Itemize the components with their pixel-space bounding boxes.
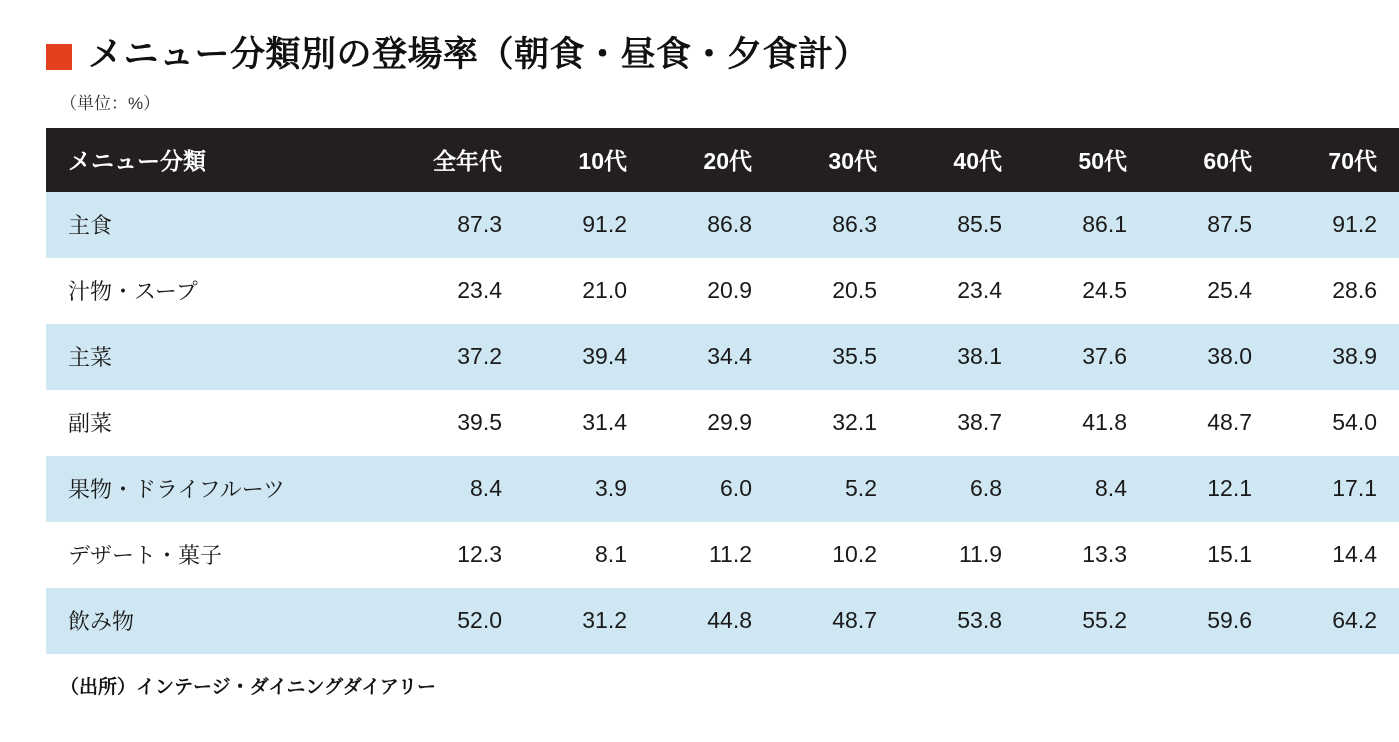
column-header-70s: 70代	[1274, 128, 1399, 192]
cell-value: 11.2	[649, 522, 774, 588]
column-header-60s: 60代	[1149, 128, 1274, 192]
cell-value: 38.1	[899, 324, 1024, 390]
cell-value: 25.4	[1149, 258, 1274, 324]
cell-value: 10.2	[774, 522, 899, 588]
cell-value: 54.0	[1274, 390, 1399, 456]
cell-value: 64.2	[1274, 588, 1399, 654]
cell-value: 6.8	[899, 456, 1024, 522]
column-header-20s: 20代	[649, 128, 774, 192]
cell-value: 85.5	[899, 192, 1024, 258]
table-row	[46, 456, 1399, 522]
row-label: 主食	[46, 192, 399, 258]
column-header-category: メニュー分類	[46, 128, 399, 192]
cell-value: 86.1	[1024, 192, 1149, 258]
cell-value: 87.5	[1149, 192, 1274, 258]
cell-value: 8.4	[1024, 456, 1149, 522]
cell-value: 5.2	[774, 456, 899, 522]
title-marker-square	[46, 44, 72, 70]
cell-value: 12.3	[399, 522, 524, 588]
cell-value: 31.2	[524, 588, 649, 654]
column-header-50s: 50代	[1024, 128, 1149, 192]
cell-value: 29.9	[649, 390, 774, 456]
cell-value: 8.1	[524, 522, 649, 588]
table-body	[46, 192, 1399, 654]
cell-value: 21.0	[524, 258, 649, 324]
table-row	[46, 324, 1399, 390]
source-note: （出所）インテージ・ダイニングダイアリー	[60, 676, 437, 698]
cell-value: 35.5	[774, 324, 899, 390]
cell-value: 23.4	[399, 258, 524, 324]
cell-value: 24.5	[1024, 258, 1149, 324]
table-row	[46, 390, 1399, 456]
menu-appearance-rate-table	[46, 128, 1399, 654]
cell-value: 37.6	[1024, 324, 1149, 390]
cell-value: 14.4	[1274, 522, 1399, 588]
row-label: 副菜	[46, 390, 399, 456]
cell-value: 86.8	[649, 192, 774, 258]
cell-value: 17.1	[1274, 456, 1399, 522]
cell-value: 32.1	[774, 390, 899, 456]
cell-value: 59.6	[1149, 588, 1274, 654]
column-header-all-ages: 全年代	[399, 128, 524, 192]
cell-value: 37.2	[399, 324, 524, 390]
cell-value: 15.1	[1149, 522, 1274, 588]
cell-value: 91.2	[1274, 192, 1399, 258]
cell-value: 52.0	[399, 588, 524, 654]
table-row	[46, 258, 1399, 324]
cell-value: 3.9	[524, 456, 649, 522]
cell-value: 87.3	[399, 192, 524, 258]
cell-value: 55.2	[1024, 588, 1149, 654]
cell-value: 20.9	[649, 258, 774, 324]
table-row	[46, 192, 1399, 258]
cell-value: 23.4	[899, 258, 1024, 324]
page-title: メニュー分類別の登場率（朝食・昼食・夕食計）	[88, 35, 870, 74]
row-label: 汁物・スープ	[46, 258, 399, 324]
cell-value: 38.0	[1149, 324, 1274, 390]
row-label: 主菜	[46, 324, 399, 390]
cell-value: 48.7	[1149, 390, 1274, 456]
table-row	[46, 588, 1399, 654]
cell-value: 38.9	[1274, 324, 1399, 390]
chart-title-row	[46, 36, 1094, 75]
cell-value: 39.5	[399, 390, 524, 456]
cell-value: 39.4	[524, 324, 649, 390]
table-header	[46, 128, 1399, 192]
cell-value: 8.4	[399, 456, 524, 522]
table-header-row	[46, 128, 1399, 192]
cell-value: 28.6	[1274, 258, 1399, 324]
cell-value: 11.9	[899, 522, 1024, 588]
row-label: 果物・ドライフルーツ	[46, 456, 399, 522]
row-label: デザート・菓子	[46, 522, 399, 588]
cell-value: 48.7	[774, 588, 899, 654]
cell-value: 20.5	[774, 258, 899, 324]
column-header-30s: 30代	[774, 128, 899, 192]
cell-value: 41.8	[1024, 390, 1149, 456]
row-label: 飲み物	[46, 588, 399, 654]
column-header-10s: 10代	[524, 128, 649, 192]
table-row	[46, 522, 1399, 588]
cell-value: 91.2	[524, 192, 649, 258]
cell-value: 38.7	[899, 390, 1024, 456]
cell-value: 13.3	[1024, 522, 1149, 588]
column-header-40s: 40代	[899, 128, 1024, 192]
cell-value: 53.8	[899, 588, 1024, 654]
cell-value: 6.0	[649, 456, 774, 522]
unit-label: （単位：%）	[60, 93, 161, 113]
cell-value: 86.3	[774, 192, 899, 258]
cell-value: 31.4	[524, 390, 649, 456]
cell-value: 44.8	[649, 588, 774, 654]
cell-value: 12.1	[1149, 456, 1274, 522]
cell-value: 34.4	[649, 324, 774, 390]
